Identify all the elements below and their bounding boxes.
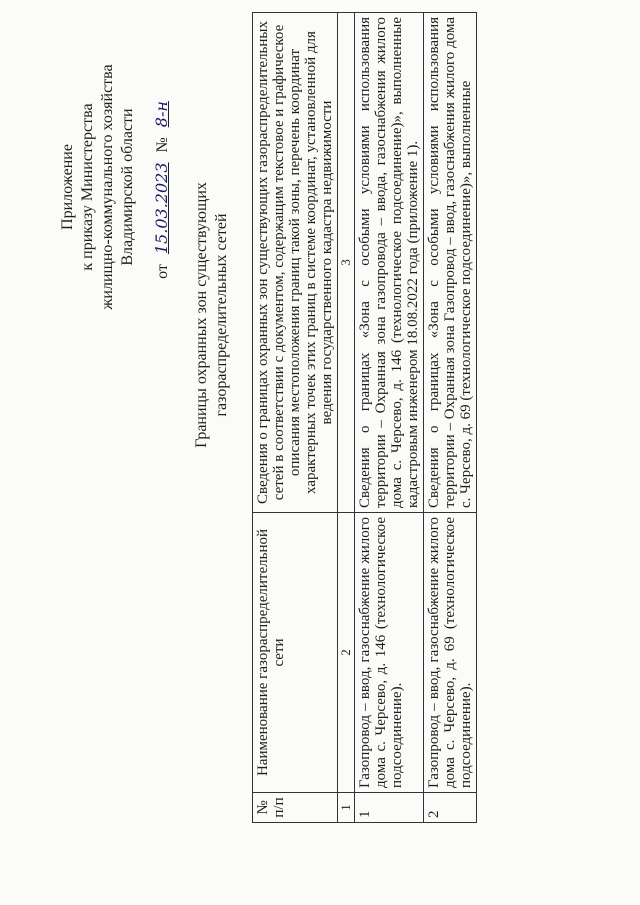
- appendix-date-number-line: [152, 7, 173, 367]
- zones-table: [252, 13, 477, 823]
- table-row: [424, 13, 477, 823]
- table-header-row: [253, 13, 338, 823]
- handwritten-date: 15.03.2023: [152, 162, 171, 255]
- document-title: [192, 125, 232, 505]
- handwritten-number: 8-н: [152, 101, 171, 128]
- column-number-row: [338, 13, 355, 823]
- number-prefix: №: [154, 137, 171, 153]
- zone-info: Сведения о границах «Зона с особыми условиями использования территории – Охранная зона газопровода – ввода, газоснабжения жилого дома с. Черсево, д. 146 (технологическое подсоединение)», выполненные кадастровым инженером 18.08.2022 года (приложение 1).: [355, 13, 424, 513]
- column-number: 2: [338, 513, 355, 793]
- header-network-name: Наименование газораспределительной сети: [253, 513, 338, 793]
- appendix-region-line: Владимирской области: [119, 108, 136, 266]
- appendix-header: [58, 7, 173, 367]
- network-name: Газопровод – ввод, газоснабжение жилого дома с. Черсево, д. 69 (технологическое подсоединение).: [424, 513, 477, 793]
- network-name: Газопровод – ввод, газоснабжение жилого дома с. Черсево, д. 146 (технологическое подсоединение).: [355, 513, 424, 793]
- date-prefix: от: [154, 264, 171, 279]
- appendix-ministry-line: жилищно-коммунального хозяйства: [99, 64, 116, 310]
- header-number: № п/п: [253, 793, 338, 823]
- title-line-1: Границы охранных зон существующих: [193, 182, 210, 448]
- column-number: 3: [338, 13, 355, 513]
- header-zone-info: Сведения о границах охранных зон существующих газораспределительных сетей в соответствии с документом, содержащим текстовое и графическое описания местоположения границ такой зоны, перечень координат характерных точек этих границ в системе координат, установленной для ведения государственного кадастра недвижимости: [253, 13, 338, 513]
- appendix-label: Приложение: [59, 144, 76, 230]
- row-number: 2: [424, 793, 477, 823]
- table-row: [355, 13, 424, 823]
- title-line-2: газораспределительных сетей: [213, 213, 230, 417]
- row-number: 1: [355, 793, 424, 823]
- appendix-order-line: к приказу Министерства: [79, 103, 96, 271]
- column-number: 1: [338, 793, 355, 823]
- zone-info-text: Сведения о границах «Зона с особыми условиями использования территории – Охранная зона Газопровод – ввод, газоснабжения жилого дома с. Черсево, д. 69 (технологическое подсоединение)», выполненные: [426, 17, 474, 508]
- zone-info: [424, 13, 477, 513]
